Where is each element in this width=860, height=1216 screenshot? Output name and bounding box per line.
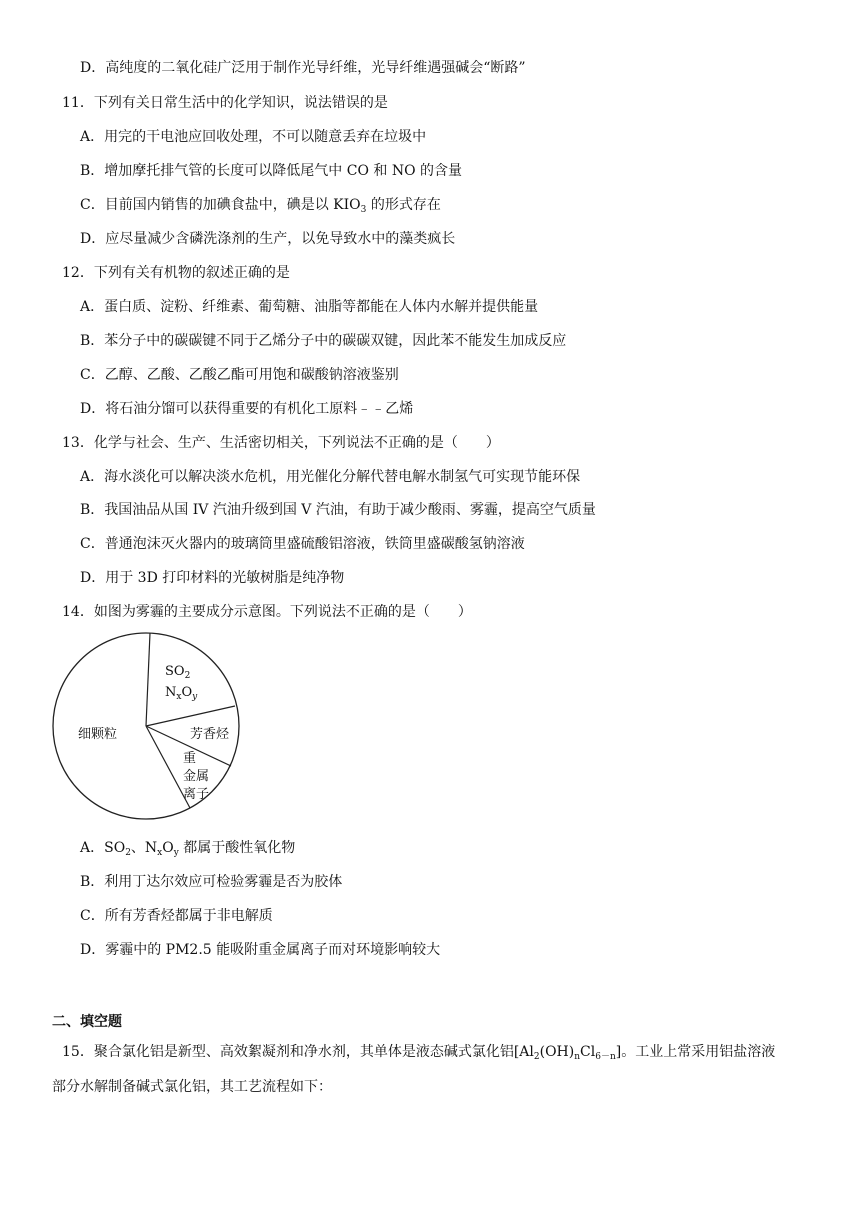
pie-label-nxoy: $N_xO_y$ [165,685,198,702]
text-segment: y [173,848,179,858]
text-segment: B．苯分子中的碳碳键不同于乙烯分子中的碳碳双键，因此苯不能发生加成反应 [80,333,567,349]
text-segment: ]。工业上常采用铝盐溶液 [615,1044,776,1060]
text-segment: 14．如图为雾霾的主要成分示意图。下列说法不正确的是（ ） [62,604,472,620]
text-segment: 、N [130,840,158,856]
text-segment: 13．化学与社会、生产、生活密切相关，下列说法不正确的是（ ） [62,435,500,451]
text-segment: D．用于 3D 打印材料的光敏树脂是纯净物 [80,570,345,586]
text-line-q13c [80,534,525,554]
text-segment: 2 [125,848,131,858]
text-line-q14d [80,940,440,960]
text-line-q14 [62,602,472,622]
text-segment: D．应尽量减少含磷洗涤剂的生产，以免导致水中的藻类疯长 [80,231,456,247]
text-segment: 都属于酸性氧化物 [178,840,296,856]
text-line-q11 [62,93,388,113]
text-segment: C．目前国内销售的加碘食盐中，碘是以 KIO [80,197,361,213]
text-segment: (OH) [539,1044,575,1060]
text-line-q13d [80,568,344,588]
text-line-q12 [62,263,290,283]
text-segment: 3 [360,205,367,215]
text-segment: 的形式存在 [366,197,441,213]
text-line-q12c [80,365,399,385]
text-line-q12d [80,399,413,419]
text-line-q13a [80,467,580,487]
pie-label-particles: 细颗粒 [78,727,118,742]
text-line-sec2 [52,1012,122,1032]
pie-label-heavy-1: 重 [183,751,197,766]
text-segment: n [574,1052,581,1062]
text-segment: 6－n [595,1052,616,1062]
text-segment: Cl [580,1044,596,1060]
text-segment: A．海水淡化可以解决淡水危机，用光催化分解代替电解水制氢气可实现节能环保 [80,469,581,485]
text-line-q11d [80,229,455,249]
text-segment: C．乙醇、乙酸、乙酸乙酯可用饱和碳酸钠溶液鉴别 [80,367,399,383]
text-line-q14a [80,838,295,858]
text-line-q14c [80,906,273,926]
text-segment: O [162,840,174,856]
text-segment: 12．下列有关有机物的叙述正确的是 [62,265,290,281]
text-line-q12b [80,331,566,351]
text-line-q15a [62,1042,775,1062]
text-segment: D．将石油分馏可以获得重要的有机化工原料﹣﹣乙烯 [80,401,414,417]
text-segment: D．雾霾中的 PM2.5 能吸附重金属离子而对环境影响较大 [80,942,441,958]
haze-composition-pie-chart [50,630,250,820]
pie-label-heavy-3: 离子 [183,787,210,802]
text-segment: A．用完的干电池应回收处理，不可以随意丢弃在垃圾中 [80,129,427,145]
text-line-q11c [80,195,441,215]
text-line-q14b [80,872,342,892]
text-segment: 15．聚合氯化铝是新型、高效絮凝剂和净水剂，其单体是液态碱式氯化铝[Al [62,1044,534,1060]
text-segment: A．蛋白质、淀粉、纤维素、葡萄糖、油脂等都能在人体内水解并提供能量 [80,299,539,315]
pie-label-heavy-2: 金属 [183,769,210,784]
text-segment: A．SO [80,840,126,856]
text-segment: 11．下列有关日常生活中的化学知识，说法错误的是 [62,95,388,111]
text-line-q10d [80,58,526,78]
text-segment: B．增加摩托排气管的长度可以降低尾气中 CO 和 NO 的含量 [80,163,463,179]
text-segment: B．利用丁达尔效应可检验雾霾是否为胶体 [80,874,343,890]
text-line-q13b [80,500,596,520]
text-segment: C．普通泡沫灭火器内的玻璃筒里盛硫酸铝溶液，铁筒里盛碳酸氢钠溶液 [80,536,525,552]
text-line-q12a [80,297,538,317]
text-segment: D．高纯度的二氧化硅广泛用于制作光导纤维，光导纤维遇强碱会“断路” [80,60,526,76]
text-line-q15b [52,1077,332,1097]
text-segment: 2 [533,1052,540,1062]
text-segment: 二、填空题 [52,1014,122,1030]
text-segment: C．所有芳香烃都属于非电解质 [80,908,273,924]
text-line-q11a [80,127,426,147]
pie-label-so2: $SO_2$ [165,664,191,681]
text-segment: 部分水解制备碱式氯化铝，其工艺流程如下： [52,1079,332,1095]
text-line-q11b [80,161,462,181]
text-segment: x [157,848,163,858]
pie-label-aromatic: 芳香烃 [190,727,230,742]
text-segment: B．我国油品从国 IV 汽油升级到国 V 汽油，有助于减少酸雨、雾霾，提高空气质量 [80,502,596,518]
text-line-q13 [62,433,500,453]
